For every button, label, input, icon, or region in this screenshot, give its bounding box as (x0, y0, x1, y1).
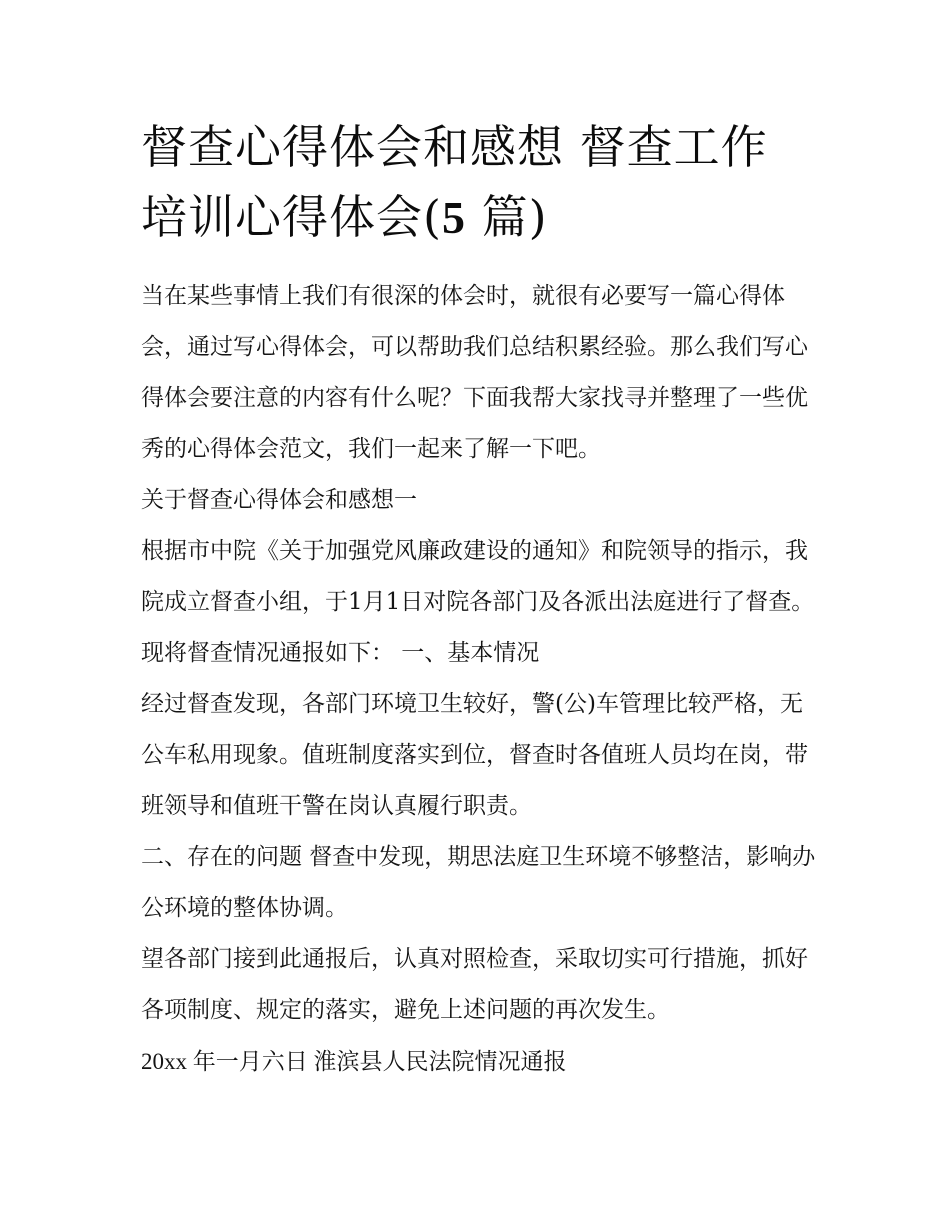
title-line-2-suffix: 篇) (465, 190, 548, 244)
paragraph-date-signature: 20xx 年一月六日 淮滨县人民法院情况通报 (141, 1049, 567, 1074)
document-content (141, 112, 821, 1087)
document-title (141, 112, 821, 253)
section-heading: 关于督查心得体会和感想一 (141, 487, 417, 513)
paragraph-basic-situation: 经过督查发现，各部门环境卫生较好，警(公)车管理比较严格，无公车私用现象。值班制度落实到位，督查时各值班人员均在岗，带班领导和值班干警在岗认真履行职责。 (141, 691, 808, 819)
title-line-2-number: 5 (441, 192, 466, 243)
title-line-2-prefix: 培训心得体会( (141, 190, 442, 244)
intro-paragraph: 当在某些事情上我们有很深的体会时，就很有必要写一篇心得体会，通过写心得体会，可以帮助我们总结积累经验。那么我们写心得体会要注意的内容有什么呢？下面我帮大家找寻并整理了一些优秀的心得体会范文，我们一起来了解一下吧。 (141, 283, 808, 462)
paragraph-notice: 根据市中院《关于加强党风廉政建设的通知》和院领导的指示，我院成立督查小组，于1月1日对院各部门及各派出法庭进行了督查。现将督查情况通报如下： 一、基本情况 (141, 538, 815, 666)
title-line-1: 督查心得体会和感想 督查工作 (141, 120, 768, 174)
document-body (141, 271, 821, 1087)
paragraph-problems: 二、存在的问题 督查中发现，期思法庭卫生环境不够整洁，影响办公环境的整体协调。 (141, 844, 816, 921)
paragraph-request: 望各部门接到此通报后，认真对照检查，采取切实可行措施，抓好各项制度、规定的落实，避免上述问题的再次发生。 (141, 946, 808, 1023)
